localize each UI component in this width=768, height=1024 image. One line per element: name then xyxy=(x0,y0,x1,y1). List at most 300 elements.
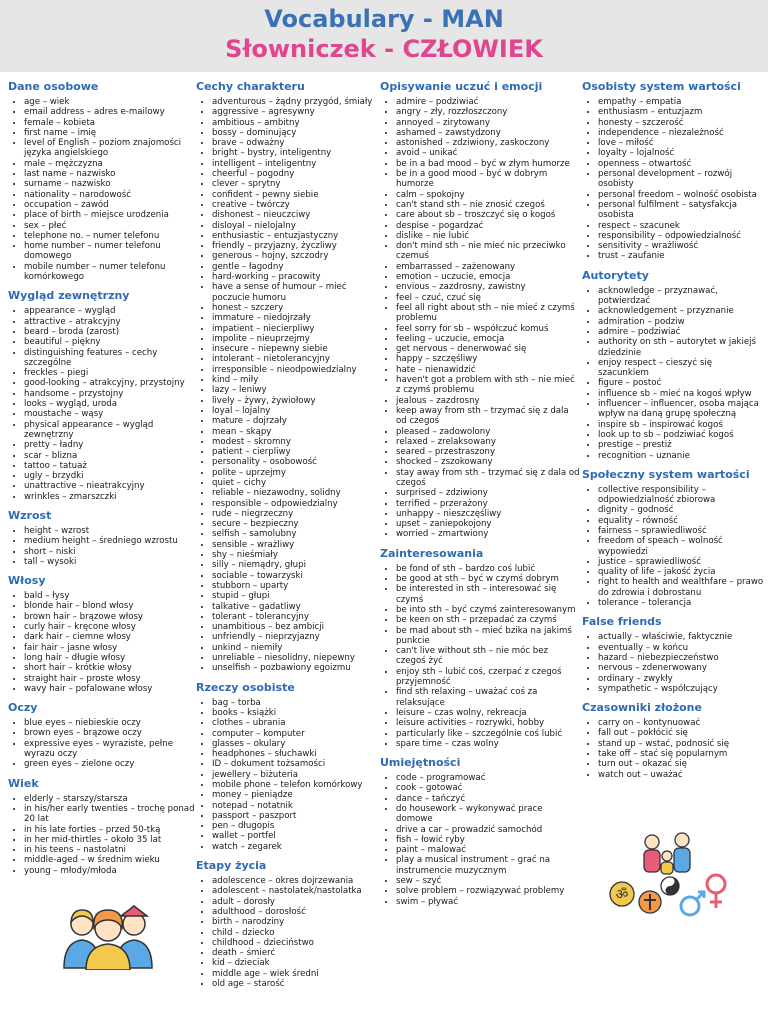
section-title: Wiek xyxy=(8,776,39,790)
vocab-item: • leisure activities – rozrywki, hobby xyxy=(396,718,580,728)
vocab-item: • email address – adres e-mailowy xyxy=(24,107,198,117)
vocab-item: • terrified – przerażony xyxy=(396,499,580,509)
vocab-item: • upset – zaniepokojony xyxy=(396,519,580,529)
section-wzrost xyxy=(8,509,198,567)
vocab-list xyxy=(380,773,580,907)
vocab-item: • kid – dzieciak xyxy=(212,958,384,968)
vocab-item: • bald – łysy xyxy=(24,591,198,601)
vocab-item: • sociable – towarzyski xyxy=(212,571,384,581)
vocab-item: • stay away from sth – trzymać się z dala od czegoś xyxy=(396,468,580,489)
vocab-item: • play a musical instrument – grać na instrumencie muzycznym xyxy=(396,855,580,876)
vocab-item: • calm – spokojny xyxy=(396,190,580,200)
vocab-item: • notepad – notatnik xyxy=(212,801,384,811)
vocab-item: • wrinkles – zmarszczki xyxy=(24,492,198,502)
vocab-item: • pleased – zadowolony xyxy=(396,427,580,437)
vocab-item: • enjoy sth – lubić coś, czerpać z czegoś przyjemność xyxy=(396,667,580,688)
vocab-item: • astonished – zdziwiony, zaskoczony xyxy=(396,138,580,148)
section-title: Autorytety xyxy=(582,268,649,282)
vocab-item: • secure – bezpieczny xyxy=(212,519,384,529)
vocab-item: • loyalty – lojalność xyxy=(598,148,764,158)
vocab-item: • passport – paszport xyxy=(212,811,384,821)
vocab-item: • age – wiek xyxy=(24,97,198,107)
vocab-list xyxy=(582,286,764,461)
vocab-list xyxy=(8,97,198,282)
vocab-item: • stupid – głupi xyxy=(212,591,384,601)
vocab-item: • distinguishing features – cechy szczególne xyxy=(24,348,198,369)
section-zainteresowania xyxy=(380,547,580,749)
vocab-item: • admiration – podziw xyxy=(598,317,764,327)
vocab-item: • occupation – zawód xyxy=(24,200,198,210)
vocab-item: • jealous – zazdrosny xyxy=(396,396,580,406)
vocab-item: • glasses – okulary xyxy=(212,739,384,749)
vocab-item: • male – mężczyzna xyxy=(24,159,198,169)
vocab-item: • responsible – odpowiedzialny xyxy=(212,499,384,509)
vocab-item: • can't stand sth – nie znosić czegoś xyxy=(396,200,580,210)
vocab-item: • books – książki xyxy=(212,708,384,718)
vocab-item: • scar – blizna xyxy=(24,451,198,461)
vocab-item: • fair hair – jasne włosy xyxy=(24,643,198,653)
vocab-item: • computer – komputer xyxy=(212,729,384,739)
vocab-item: • worried – zmartwiony xyxy=(396,529,580,539)
vocab-item: • angry – zły, rozzłoszczony xyxy=(396,107,580,117)
vocab-item: • looks – wygląd, uroda xyxy=(24,399,198,409)
vocab-item: • honest – szczery xyxy=(212,303,384,313)
vocab-item: • middle age – wiek średni xyxy=(212,969,384,979)
vocab-list xyxy=(196,97,384,674)
vocab-item: • ordinary – zwykły xyxy=(598,674,764,684)
vocab-list xyxy=(196,876,384,989)
vocab-item: • avoid – unikać xyxy=(396,148,580,158)
vocab-item: • cook – gotować xyxy=(396,783,580,793)
section-title: Dane osobowe xyxy=(8,80,99,93)
male-symbol-icon xyxy=(681,892,704,915)
section-title: Umiejętności xyxy=(380,756,461,770)
section-uczucia xyxy=(380,80,580,540)
vocab-item: • honesty – szczerość xyxy=(598,118,764,128)
section-title: Wygląd zewnętrzny xyxy=(8,289,130,303)
vocab-item: • friendly – przyjazny, życzliwy xyxy=(212,241,384,251)
vocab-item: • adolescence – okres dojrzewania xyxy=(212,876,384,886)
vocab-item: • selfish – samolubny xyxy=(212,529,384,539)
vocab-item: • fall out – pokłócić się xyxy=(598,728,764,738)
vocab-item: • dance – tańczyć xyxy=(396,794,580,804)
vocab-item: • responsibility – odpowiedzialność xyxy=(598,231,764,241)
vocab-item: • care about sb – troszczyć się o kogoś xyxy=(396,210,580,220)
vocab-list xyxy=(8,718,198,769)
vocab-item: • carry on – kontynuować xyxy=(598,718,764,728)
section-oczy xyxy=(8,701,198,769)
vocab-list xyxy=(8,306,198,502)
vocab-item: • unattractive – nieatrakcyjny xyxy=(24,481,198,491)
vocab-item: • look up to sb – podziwiać kogoś xyxy=(598,430,764,440)
vocab-item: • creative – twórczy xyxy=(212,200,384,210)
vocab-item: • money – pieniądze xyxy=(212,790,384,800)
vocab-item: • personal freedom – wolność osobista xyxy=(598,190,764,200)
vocab-item: • seared – przestraszony xyxy=(396,447,580,457)
vocab-item: • mature – dojrzały xyxy=(212,416,384,426)
vocab-item: • unhappy – nieszczęśliwy xyxy=(396,509,580,519)
vocab-item: • happy – szczęśliwy xyxy=(396,354,580,364)
vocab-item: • shy – nieśmiały xyxy=(212,550,384,560)
vocab-item: • irresponsible – nieodpowiedzialny xyxy=(212,365,384,375)
vocab-item: • ambitious – ambitny xyxy=(212,118,384,128)
vocab-item: • long hair – długie włosy xyxy=(24,653,198,663)
vocab-item: • sensitivity – wrażliwość xyxy=(598,241,764,251)
section-cechy xyxy=(196,80,384,674)
vocab-item: • rude – niegrzeczny xyxy=(212,509,384,519)
vocab-item: • enthusiastic – entuzjastyczny xyxy=(212,231,384,241)
vocab-item: • be fond of sth – bardzo coś lubić xyxy=(396,564,580,574)
vocab-item: • wallet – portfel xyxy=(212,831,384,841)
vocab-item: • sensible – wrażliwy xyxy=(212,540,384,550)
vocab-item: • leisure – czas wolny, rekreacja xyxy=(396,708,580,718)
vocab-item: • cheerful – pogodny xyxy=(212,169,384,179)
vocab-item: • good-looking – atrakcyjny, przystojny xyxy=(24,378,198,388)
vocab-item: • independence – niezależność xyxy=(598,128,764,138)
vocab-item: • beard – broda (zarost) xyxy=(24,327,198,337)
vocab-item: • height – wzrost xyxy=(24,526,198,536)
column-1 xyxy=(8,80,198,1024)
vocab-item: • medium height – średniego wzrostu xyxy=(24,536,198,546)
vocab-item: • unselfish – pozbawiony egoizmu xyxy=(212,663,384,673)
vocab-item: • brown hair – brązowe włosy xyxy=(24,612,198,622)
vocab-item: • lively – żywy, żywiołowy xyxy=(212,396,384,406)
vocab-item: • eventually – w końcu xyxy=(598,643,764,653)
vocab-list xyxy=(582,718,764,780)
vocab-item: • recognition – uznanie xyxy=(598,451,764,461)
vocab-item: • straight hair – proste włosy xyxy=(24,674,198,684)
vocab-item: • feel sorry for sb – współczuć komuś xyxy=(396,324,580,334)
vocab-item: • code – programować xyxy=(396,773,580,783)
vocab-item: • insecure – niepewny siebie xyxy=(212,344,384,354)
vocab-item: • dishonest – nieuczciwy xyxy=(212,210,384,220)
vocab-item: • hard-working – pracowity xyxy=(212,272,384,282)
vocab-item: • handsome – przystojny xyxy=(24,389,198,399)
vocab-item: • find sth relaxing – uważać coś za relaksujące xyxy=(396,687,580,708)
vocab-item: • particularly like – szczególnie coś lubić xyxy=(396,729,580,739)
person-family-icon xyxy=(644,833,690,874)
column-4 xyxy=(582,80,764,820)
vocab-item: • shocked – zszokowany xyxy=(396,457,580,467)
vocab-item: • headphones – słuchawki xyxy=(212,749,384,759)
vocab-item: • adulthood – dorosłość xyxy=(212,907,384,917)
vocab-item: • prestige – prestiż xyxy=(598,440,764,450)
section-dane-osobowe xyxy=(8,80,198,282)
vocab-item: • adventurous – żądny przygód, śmiały xyxy=(212,97,384,107)
vocab-item: • tolerance – tolerancja xyxy=(598,598,764,608)
vocab-list xyxy=(582,97,764,262)
vocab-item: • clever – sprytny xyxy=(212,179,384,189)
vocab-item: • sympathetic – współczujący xyxy=(598,684,764,694)
vocab-item: • intolerant – nietolerancyjny xyxy=(212,354,384,364)
vocab-item: • lazy – leniwy xyxy=(212,385,384,395)
vocab-item: • nationality – narodowość xyxy=(24,190,198,200)
vocab-item: • last name – nazwisko xyxy=(24,169,198,179)
vocab-item: • have a sense of humour – mieć poczucie humoru xyxy=(212,282,384,303)
vocab-item: • intelligent – inteligentny xyxy=(212,159,384,169)
vocab-item: • be in a good mood – być w dobrym humorze xyxy=(396,169,580,190)
vocab-list xyxy=(8,591,198,694)
vocab-item: • ugly – brzydki xyxy=(24,471,198,481)
page-title: Vocabulary - MAN xyxy=(264,5,504,33)
vocab-item: • figure – postoć xyxy=(598,378,764,388)
vocab-item: • enthusiasm – entuzjazm xyxy=(598,107,764,117)
vocab-item: • acknowledgement – przyznanie xyxy=(598,306,764,316)
column-2 xyxy=(196,80,384,1024)
section-title: Etapy życia xyxy=(196,859,267,873)
vocab-item: • nervous – zdenerwowany xyxy=(598,663,764,673)
vocab-item: • reliable – niezawodny, solidny xyxy=(212,488,384,498)
vocab-item: • haven't got a problem with sth – nie mieć z czymś problemu xyxy=(396,375,580,396)
section-wiek xyxy=(8,777,198,876)
om-icon xyxy=(610,882,634,906)
vocab-item: • elderly – starszy/starsza xyxy=(24,794,198,804)
vocab-item: • impolite – nieuprzejmy xyxy=(212,334,384,344)
vocab-item: • collective responsibility – odpowiedzialność zbiorowa xyxy=(598,485,764,506)
vocab-item: • tall – wysoki xyxy=(24,557,198,567)
vocab-item: • generous – hojny, szczodry xyxy=(212,251,384,261)
vocab-item: • surname – nazwisko xyxy=(24,179,198,189)
vocab-item: • beautiful – piękny xyxy=(24,337,198,347)
vocab-item: • stand up – wstać, podnosić się xyxy=(598,739,764,749)
vocab-item: • brave – odważny xyxy=(212,138,384,148)
vocab-item: • childhood – dzieciństwo xyxy=(212,938,384,948)
vocab-item: • expressive eyes – wyraziste, pełne wyrazu oczy xyxy=(24,739,198,760)
vocab-item: • freedom of speach – wolność wypowiedzi xyxy=(598,536,764,557)
vocab-item: • kind – miły xyxy=(212,375,384,385)
section-title: Osobisty system wartości xyxy=(582,80,741,93)
vocab-item: • moustache – wąsy xyxy=(24,409,198,419)
vocab-list xyxy=(8,794,198,876)
page-subtitle: Słowniczek - CZŁOWIEK xyxy=(225,35,543,63)
vocab-item: • feel all right about sth – nie mieć z czymś problemu xyxy=(396,303,580,324)
vocab-item: • bossy – dominujący xyxy=(212,128,384,138)
vocab-item: • polite – uprzejmy xyxy=(212,468,384,478)
vocab-item: • telephone no. – numer telefonu xyxy=(24,231,198,241)
vocab-item: • surprised – zdziwiony xyxy=(396,488,580,498)
vocab-item: • home number – numer telefonu domowego xyxy=(24,241,198,262)
vocab-item: • hate – nienawidzić xyxy=(396,365,580,375)
section-wartosci xyxy=(582,80,764,262)
vocab-item: • right to health and wealthfare – prawo do zdrowia i dobrostanu xyxy=(598,577,764,598)
vocab-item: • influencer – influencer, osoba mająca wpływ na daną grupę społeczną xyxy=(598,399,764,420)
vocab-item: • respect – szacunek xyxy=(598,221,764,231)
vocab-item: • be interested in sth – interesować się czymś xyxy=(396,584,580,605)
vocab-item: • authority on sth – autorytet w jakiejś dziedzinie xyxy=(598,337,764,358)
vocab-item: • admire – podziwiać xyxy=(396,97,580,107)
vocab-item: • watch – zegarek xyxy=(212,842,384,852)
vocab-item: • wavy hair – pofalowane włosy xyxy=(24,684,198,694)
vocab-item: • dignity – godność xyxy=(598,505,764,515)
vocab-item: • birth – narodziny xyxy=(212,917,384,927)
vocab-item: • openness – otwartość xyxy=(598,159,764,169)
vocab-item: • short hair – krótkie włosy xyxy=(24,663,198,673)
vocab-item: • turn out – okazać się xyxy=(598,759,764,769)
vocab-item: • be keen on sth – przepadać za czymś xyxy=(396,615,580,625)
vocab-item: • mobile phone – telefon komórkowy xyxy=(212,780,384,790)
section-spoleczny xyxy=(582,468,764,609)
vocab-item: • immature – niedojrzały xyxy=(212,313,384,323)
vocab-item: • be into sth – być czymś zainteresowanym xyxy=(396,605,580,615)
vocab-item: • short – niski xyxy=(24,547,198,557)
vocab-item: • in his late forties – przed 50-tką xyxy=(24,825,198,835)
vocab-item: • empathy – empatia xyxy=(598,97,764,107)
vocab-item: • old age – starość xyxy=(212,979,384,989)
section-czasowniki xyxy=(582,701,764,780)
section-title: Wzrost xyxy=(8,508,52,522)
vocab-item: • level of English – poziom znajomości języka angielskiego xyxy=(24,138,198,159)
vocab-item: • feel – czuć, czuć się xyxy=(396,293,580,303)
diversity-illustration xyxy=(602,822,732,926)
vocab-item: • silly – niemądry, głupi xyxy=(212,560,384,570)
yin-yang-icon xyxy=(661,877,679,895)
column-3 xyxy=(380,80,580,1024)
vocab-item: • patient – cierpliwy xyxy=(212,447,384,457)
vocab-list xyxy=(380,97,580,540)
section-title: False friends xyxy=(582,615,662,629)
section-autorytety xyxy=(582,269,764,461)
vocab-item: • paint – malować xyxy=(396,845,580,855)
vocab-item: • bag – torba xyxy=(212,698,384,708)
vocab-item: • acknowledge – przyznawać, potwierdzać xyxy=(598,286,764,307)
vocab-item: • jewellery – biżuteria xyxy=(212,770,384,780)
vocab-item: • be good at sth – być w czymś dobrym xyxy=(396,574,580,584)
female-symbol-icon xyxy=(707,875,725,908)
vocab-item: • freckles – piegi xyxy=(24,368,198,378)
vocab-item: • swim – pływać xyxy=(396,897,580,907)
vocab-item: • mean – skąpy xyxy=(212,427,384,437)
vocab-item: • mobile number – numer telefonu komórkowego xyxy=(24,262,198,283)
svg-text:ॐ: ॐ xyxy=(615,887,629,903)
people-illustration xyxy=(58,894,158,970)
vocab-item: • sew – szyć xyxy=(396,876,580,886)
vocab-list xyxy=(196,698,384,852)
vocab-item: • blonde hair – blond włosy xyxy=(24,601,198,611)
vocab-item: • dislike – nie lubić xyxy=(396,231,580,241)
vocab-item: • spare time – czas wolny xyxy=(396,739,580,749)
vocab-item: • personality – osobowość xyxy=(212,457,384,467)
vocab-item: • death – śmierć xyxy=(212,948,384,958)
vocab-item: • young – młody/młoda xyxy=(24,866,198,876)
vocab-item: • impatient – niecierpliwy xyxy=(212,324,384,334)
vocab-item: • enjoy respect – cieszyć się szacunkiem xyxy=(598,358,764,379)
vocab-item: • justice – sprawiedliwość xyxy=(598,557,764,567)
vocab-item: • fairness – sprawiedliwość xyxy=(598,526,764,536)
section-title: Zainteresowania xyxy=(380,546,484,560)
section-title: Cechy charakteru xyxy=(196,80,305,93)
vocab-item: • physical appearance – wygląd zewnętrzny xyxy=(24,420,198,441)
section-title: Włosy xyxy=(8,574,46,588)
vocab-item: • middle-aged – w średnim wieku xyxy=(24,855,198,865)
vocab-item: • admire – podziwiać xyxy=(598,327,764,337)
vocab-item: • can't live without sth – nie móc bez czegoś żyć xyxy=(396,646,580,667)
section-false xyxy=(582,615,764,694)
vocab-item: • quiet – cichy xyxy=(212,478,384,488)
vocab-item: • sex – płeć xyxy=(24,221,198,231)
vocab-item: • actually – właściwie, faktycznie xyxy=(598,632,764,642)
section-title: Społeczny system wartości xyxy=(582,467,750,481)
vocab-item: • do housework – wykonywać prace domowe xyxy=(396,804,580,825)
vocab-item: • bright – bystry, inteligentny xyxy=(212,148,384,158)
vocab-item: • keep away from sth – trzymać się z dala od czegoś xyxy=(396,406,580,427)
vocab-item: • embarrassed – zażenowany xyxy=(396,262,580,272)
vocab-item: • appearance – wygląd xyxy=(24,306,198,316)
vocab-item: • tattoo – tatuaż xyxy=(24,461,198,471)
vocab-item: • ashamed – zawstydzony xyxy=(396,128,580,138)
vocab-item: • personal fulfilment – satysfakcja osobista xyxy=(598,200,764,221)
vocab-item: • confident – pewny siebie xyxy=(212,190,384,200)
page-header xyxy=(0,0,768,72)
vocab-item: • place of birth – miejsce urodzenia xyxy=(24,210,198,220)
vocab-item: • don't mind sth – nie mieć nic przeciwko czemuś xyxy=(396,241,580,262)
vocab-item: • gentle – łagodny xyxy=(212,262,384,272)
vocab-item: • despise – pogardzać xyxy=(396,221,580,231)
vocab-item: • female – kobieta xyxy=(24,118,198,128)
vocab-list xyxy=(8,526,198,567)
vocab-item: • blue eyes – niebieskie oczy xyxy=(24,718,198,728)
vocab-item: • hazard – niebezpieczeństwo xyxy=(598,653,764,663)
vocab-list xyxy=(582,485,764,609)
section-title: Opisywanie uczuć i emocji xyxy=(380,80,543,93)
vocab-item: • unkind – niemiły xyxy=(212,643,384,653)
section-etapy xyxy=(196,859,384,989)
vocab-item: • relaxed – zrelaksowany xyxy=(396,437,580,447)
vocab-list xyxy=(380,564,580,749)
vocab-item: • watch out – uważać xyxy=(598,770,764,780)
vocab-item: • equality – równość xyxy=(598,516,764,526)
vocab-item: • green eyes – zielone oczy xyxy=(24,759,198,769)
vocab-item: • in his teens – nastolatni xyxy=(24,845,198,855)
vocab-item: • quality of life – jakość życia xyxy=(598,567,764,577)
section-wlosy xyxy=(8,574,198,694)
section-wyglad xyxy=(8,289,198,502)
vocab-item: • aggressive – agresywny xyxy=(212,107,384,117)
vocab-item: • personal development – rozwój osobisty xyxy=(598,169,764,190)
vocab-list xyxy=(582,632,764,694)
vocab-item: • in her mid-thirtles – około 35 lat xyxy=(24,835,198,845)
vocab-item: • inspire sb – inspirować kogoś xyxy=(598,420,764,430)
vocab-item: • envious – zazdrosny, zawistny xyxy=(396,282,580,292)
section-rzeczy xyxy=(196,681,384,852)
vocab-item: • influence sb – mieć na kogoś wpływ xyxy=(598,389,764,399)
vocab-item: • adult – dorosły xyxy=(212,897,384,907)
vocab-item: • disloyal – nielojalny xyxy=(212,221,384,231)
vocab-item: • annoyed – zirytowany xyxy=(396,118,580,128)
vocab-item: • dark hair – ciemne włosy xyxy=(24,632,198,642)
section-title: Czasowniki złożone xyxy=(582,701,702,715)
vocab-item: • feeling – uczucie, emocja xyxy=(396,334,580,344)
section-umiejetnosci xyxy=(380,756,580,907)
vocab-item: • in his/her early twenties – trochę ponad 20 lat xyxy=(24,804,198,825)
vocab-item: • trust – zaufanie xyxy=(598,251,764,261)
vocab-item: • be mad about sth – mieć bzika na jakimś punkcie xyxy=(396,626,580,647)
vocab-item: • pretty – ładny xyxy=(24,440,198,450)
vocab-item: • love – miłość xyxy=(598,138,764,148)
vocab-item: • unambitious – bez ambicji xyxy=(212,622,384,632)
vocab-item: • talkative – gadatliwy xyxy=(212,602,384,612)
vocab-item: • solve problem – rozwiązywać problemy xyxy=(396,886,580,896)
vocab-item: • fish – łowić ryby xyxy=(396,835,580,845)
vocab-item: • tolerant – tolerancyjny xyxy=(212,612,384,622)
vocab-item: • unfriendly – nieprzyjazny xyxy=(212,632,384,642)
section-title: Rzeczy osobiste xyxy=(196,680,295,694)
vocab-item: • modest – skromny xyxy=(212,437,384,447)
cross-icon xyxy=(639,891,661,913)
vocab-item: • take off – stać się popularnym xyxy=(598,749,764,759)
vocab-item: • attractive – atrakcyjny xyxy=(24,317,198,327)
vocab-item: • unreliable – niesolidny, niepewny xyxy=(212,653,384,663)
vocab-item: • curly hair – kręcone włosy xyxy=(24,622,198,632)
